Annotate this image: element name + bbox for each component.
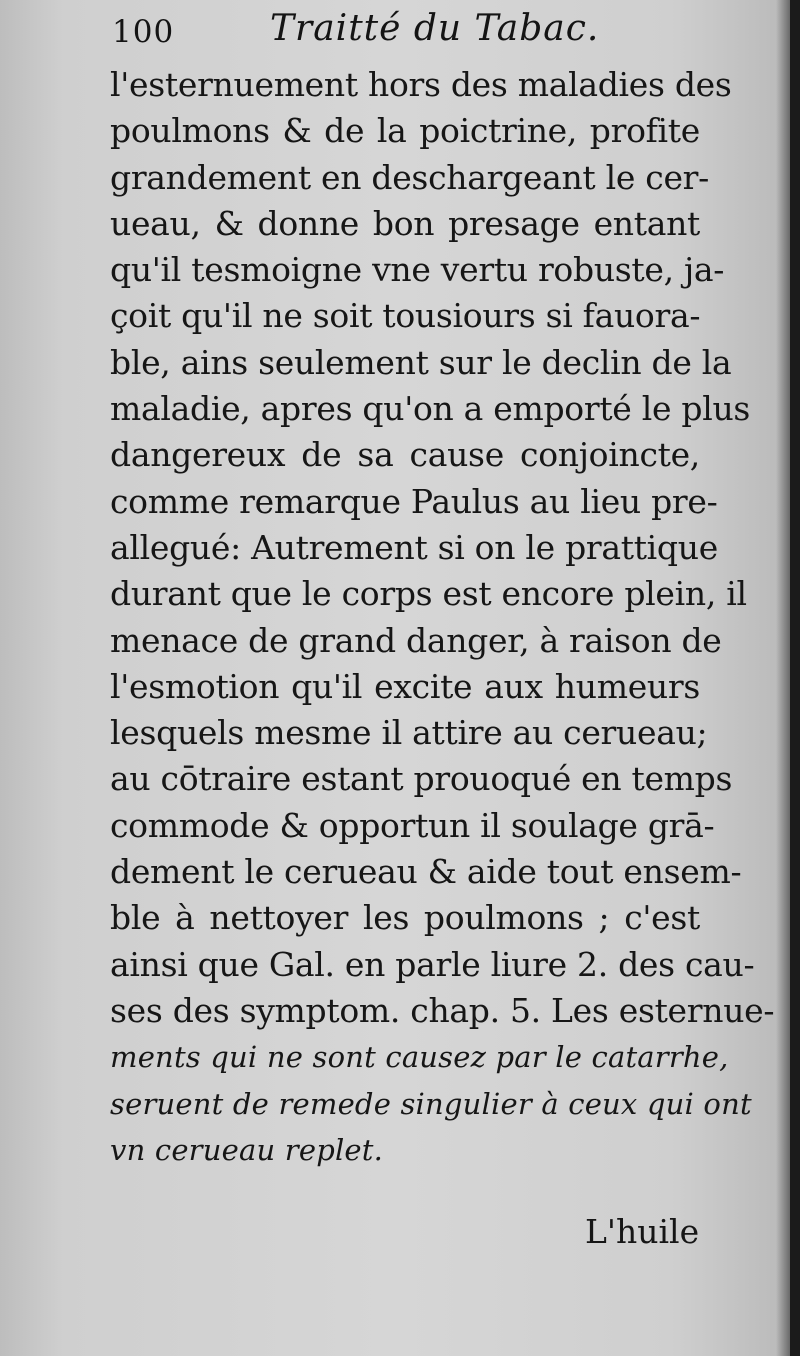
text-line: maladie, apres qu'on a emporté le plus (110, 389, 751, 429)
text-line: durant que le corps est encore plein, il (110, 574, 747, 614)
text-line: ble à nettoyer les poulmons ; c'est (110, 898, 700, 938)
text-line: ses des symptom. chap. 5. Les esternue- (110, 990, 775, 1030)
page-edge-shadow (790, 0, 800, 1356)
text-line: menace de grand danger, à raison de (110, 620, 722, 660)
page-header (112, 8, 692, 54)
body-text (110, 62, 775, 1173)
text-line: dement le cerueau & aide tout ensem- (110, 852, 742, 892)
text-line: l'esternuement hors des maladies des (110, 65, 732, 104)
text-line: dangereux de sa cause conjoincte, (110, 435, 700, 475)
catchword: L'huile (585, 1212, 700, 1251)
text-line: ble, ains seulement sur le declin de la (110, 342, 732, 382)
text-line: comme remarque Paulus au lieu pre- (110, 481, 718, 521)
text-line: grandement en deschargeant le cer- (110, 157, 709, 197)
text-line: ueau, & donne bon presage entant (110, 203, 700, 243)
page-number: 100 (112, 14, 175, 50)
quotation-line: vn cerueau replet. (110, 1132, 384, 1167)
text-line: poulmons & de la poictrine, profite (110, 111, 700, 151)
text-line: commode & opportun il soulage grā- (110, 805, 715, 845)
quotation-line: seruent de remede singulier à ceux qui ont (110, 1086, 752, 1121)
text-line: au cōtraire estant prouoqué en temps (110, 759, 733, 799)
text-line: lesquels mesme il attire au cerueau; (110, 713, 708, 753)
quotation-line: ments qui ne sont causez par le catarrhe, (110, 1040, 729, 1075)
text-line: ainsi que Gal. en parle liure 2. des cau- (110, 944, 755, 984)
text-line: çoit qu'il ne soit tousiours si fauora- (110, 296, 701, 336)
text-line: l'esmotion qu'il excite aux humeurs (110, 666, 700, 706)
running-title: Traitté du Tabac. (270, 8, 600, 49)
text-line: qu'il tesmoigne vne vertu robuste, ja- (110, 250, 725, 290)
text-line: allegué: Autrement si on le prattique (110, 527, 718, 567)
